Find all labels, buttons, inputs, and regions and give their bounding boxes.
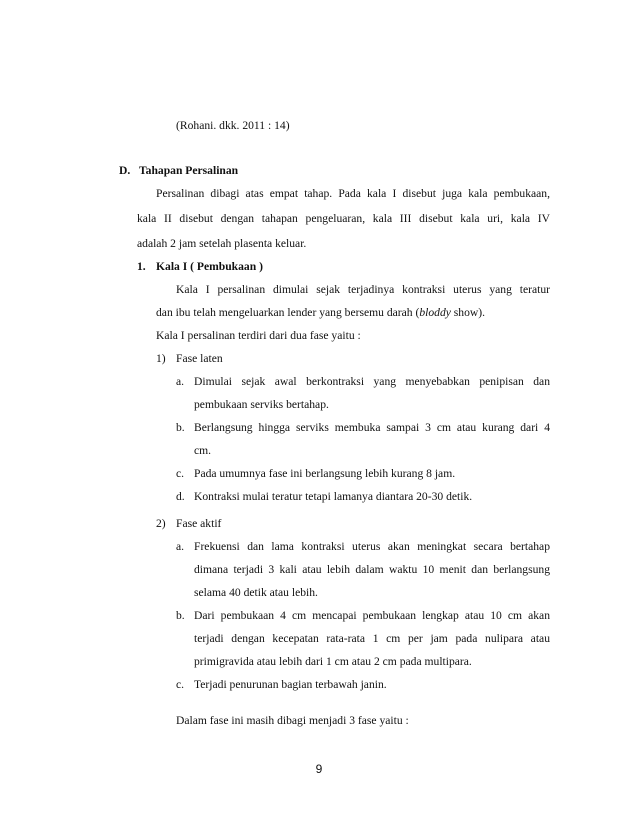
phase1-item-d-line-1: Kontraksi mulai teratur tetapi lamanya diantara 20-30 detik. [194,490,473,503]
subsection-label: 1. [137,260,146,273]
phase1-item-a-line-2: pembukaan serviks bertahap. [194,398,329,411]
subsection-title: Kala I ( Pembukaan ) [156,260,263,273]
phase2-item-c-line-1: Terjadi penurunan bagian terbawah janin. [194,678,387,691]
phase1-item-c-line-1: Pada umumnya fase ini berlangsung lebih kurang 8 jam. [194,467,456,480]
subsection-para-line-2 [156,305,485,320]
phase2-item-label: a. [176,540,185,553]
phase2-item-label: c. [176,678,185,691]
section-label: D. [119,164,131,177]
phase2-item-a-line-3: selama 40 detik atau lebih. [194,586,318,599]
phase2-title: Fase aktif [176,517,222,530]
phase2-closing: Dalam fase ini masih dibagi menjadi 3 fase yaitu : [176,714,409,727]
phase2-label: 2) [156,517,166,530]
phase1-item-b-line-1: Berlangsung hingga serviks membuka sampai 3 cm atau kurang dari 4 [194,421,550,434]
phase2-item-b-line-3: primigravida atau lebih dari 1 cm atau 2 cm pada multipara. [194,655,472,668]
phase1-item-label: c. [176,467,185,480]
phase2-item-label: b. [176,609,185,622]
phase1-title: Fase laten [176,352,223,365]
citation: (Rohani. dkk. 2011 : 14) [176,119,290,132]
phase1-item-label: b. [176,421,185,434]
phase2-item-a-line-1: Frekuensi dan lama kontraksi uterus akan meningkat secara bertahap [194,540,550,553]
intro-line-3: adalah 2 jam setelah plasenta keluar. [137,237,307,250]
intro-line-2: kala II disebut dengan tahapan pengeluaran, kala III disebut kala uri, kala IV [137,212,550,225]
phase2-item-b-line-1: Dari pembukaan 4 cm mencapai pembukaan lengkap atau 10 cm akan [194,609,550,622]
para-italic-term: bloddy [419,306,451,319]
phase1-item-label: d. [176,490,185,503]
para-text-end: show). [450,306,486,319]
phase1-label: 1) [156,352,166,365]
phase2-item-a-line-2: dimana terjadi 3 kali atau lebih dalam waktu 10 menit dan berlangsung [194,563,550,576]
section-title: Tahapan Persalinan [139,164,239,177]
intro-line-1: Persalinan dibagi atas empat tahap. Pada kala I disebut juga kala pembukaan, [156,187,550,200]
page-number: 9 [315,762,323,776]
phases-intro: Kala I persalinan terdiri dari dua fase yaitu : [156,329,361,342]
para-text: dan ibu telah mengeluarkan lender yang bersemu darah ( [156,306,420,319]
phase1-item-a-line-1: Dimulai sejak awal berkontraksi yang menyebabkan penipisan dan [194,375,550,388]
subsection-para-line-1: Kala I persalinan dimulai sejak terjadinya kontraksi uterus yang teratur [176,283,550,296]
phase2-item-b-line-2: terjadi dengan kecepatan rata-rata 1 cm per jam pada nulipara atau [194,632,550,645]
phase1-item-b-line-2: cm. [194,444,212,457]
phase1-item-label: a. [176,375,185,388]
